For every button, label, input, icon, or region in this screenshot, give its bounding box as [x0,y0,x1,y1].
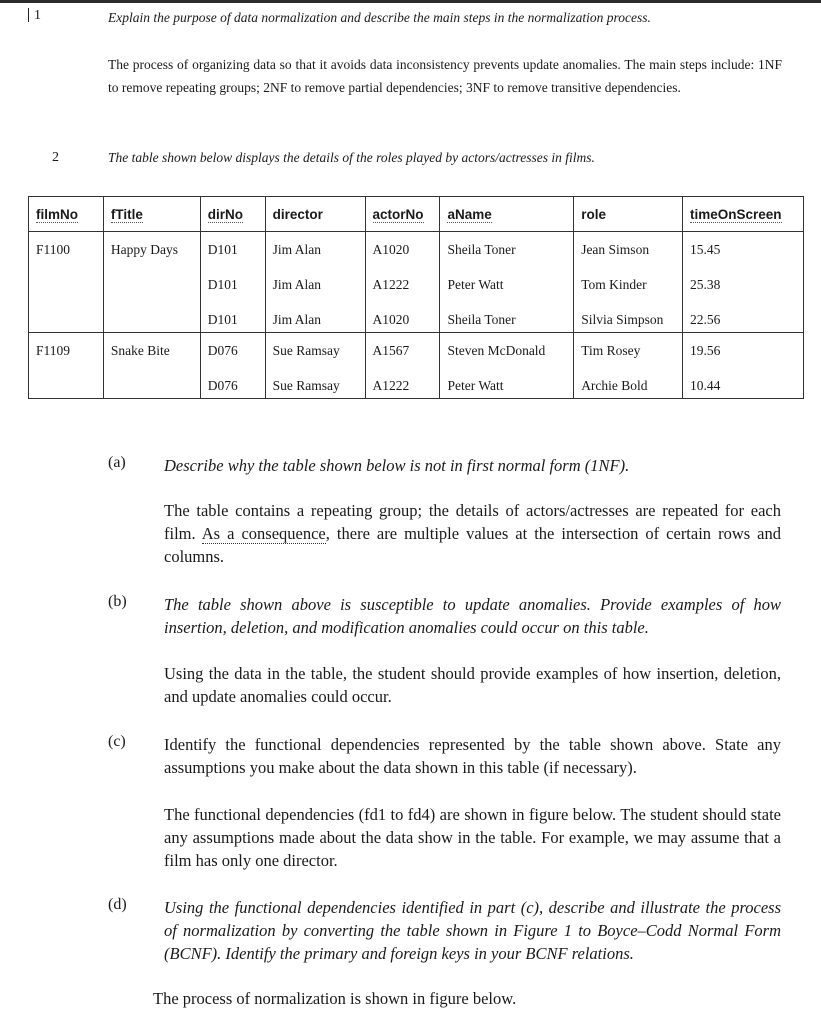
cell-actorNo-stack: A1020 A1222 A1020 [365,232,440,333]
cell-role-stack: Tim Rosey Archie Bold [574,333,683,399]
header-actorNo: actorNo [365,197,440,232]
cell-director-stack: Sue Ramsay Sue Ramsay [265,333,365,399]
cell-aName-stack: Steven McDonald Peter Watt [440,333,574,399]
cell-timeOnScreen-stack: 19.56 10.44 [682,333,803,399]
cell-dirNo-stack: D076 D076 [200,333,265,399]
part-a-answer: The table contains a repeating group; the details of actors/actresses are repeated for each film. As a consequence, there are multiple values at the intersection of certain rows and columns. [164,501,782,566]
cell-filmNo: F1109 [29,333,104,399]
header-timeOnScreen: timeOnScreen [682,197,803,232]
question-1-number: 1 [34,8,41,23]
question-2-text: The table shown below displays the details of the roles played by actors/actresses in films. [108,150,595,165]
part-c-answer: The functional dependencies (fd1 to fd4) are shown in figure below. The student should state any assumptions made about the data show in the table. For example, we may assume that a film has only one director. [164,805,781,870]
table-row [29,333,804,399]
part-b-question: The table shown above is susceptible to update anomalies. Provide examples of how insertion, deletion, and modification anomalies could occur on this table. [164,595,781,637]
question-1-answer: The process of organizing data so that it avoids data inconsistency prevents update anomalies. The main steps include: 1NF to remove repeating groups; 2NF to remove partial dependencies; 3NF to remove transitive dependencies. [108,57,782,95]
part-a-question: Describe why the table shown below is not in first normal form (1NF). [164,456,630,475]
cell-filmNo: F1100 [29,232,104,333]
part-c-label: (c) [108,733,126,750]
table-header-row [29,197,804,232]
cell-actorNo-stack: A1567 A1222 [365,333,440,399]
cell-dirNo-stack: D101 D101 D101 [200,232,265,333]
part-a-label: (a) [108,454,126,471]
header-fTitle: fTitle [103,197,200,232]
part-b-answer: Using the data in the table, the student should provide examples of how insertion, deletion, and update anomalies could occur. [164,664,781,706]
header-role: role [574,197,683,232]
cell-fTitle: Snake Bite [103,333,200,399]
part-b-label: (b) [108,593,127,610]
cell-timeOnScreen-stack: 15.45 25.38 22.56 [682,232,803,333]
cell-fTitle: Happy Days [103,232,200,333]
part-d-label: (d) [108,896,127,913]
question-1-text: Explain the purpose of data normalization and describe the main steps in the normalization process. [108,10,651,25]
page-top-border [0,0,821,3]
text-cursor [28,8,29,22]
cell-aName-stack: Sheila Toner Peter Watt Sheila Toner [440,232,574,333]
header-director: director [265,197,365,232]
part-d-question: Using the functional dependencies identified in part (c), describe and illustrate the process of normalization by converting the table shown in Figure 1 to Boyce–Codd Normal Form (BCNF). Identify the primary and foreign keys in your BCNF relations. [164,898,781,963]
cell-role-stack: Jean Simson Tom Kinder Silvia Simpson [574,232,683,333]
cell-director-stack: Jim Alan Jim Alan Jim Alan [265,232,365,333]
header-dirNo: dirNo [200,197,265,232]
part-d-answer: The process of normalization is shown in figure below. [153,989,517,1008]
header-filmNo: filmNo [29,197,104,232]
film-roles-table [28,196,804,399]
header-aName: aName [440,197,574,232]
table-row [29,232,804,333]
question-2-number: 2 [52,150,59,165]
part-c-question: Identify the functional dependencies represented by the table shown above. State any assumptions you make about the data shown in this table (if necessary). [164,735,781,777]
